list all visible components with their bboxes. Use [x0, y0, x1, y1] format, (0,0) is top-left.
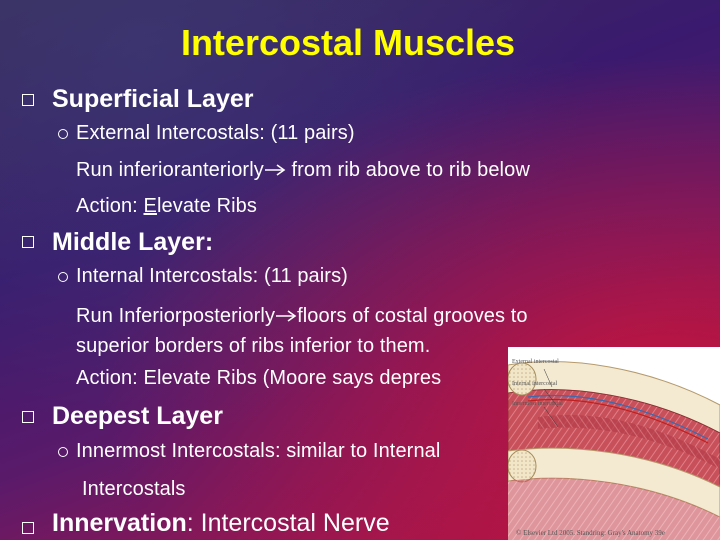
intercostal-illustration — [508, 347, 720, 540]
square-bullet-icon — [22, 522, 34, 534]
external-run-text-2: from rib above to rib below — [285, 159, 530, 181]
action-label: Action: — [76, 195, 144, 217]
label-external-intercostal: External intercostal — [512, 359, 559, 365]
internal-run-text-2: floors of costal grooves to — [297, 305, 528, 327]
external-run-line — [76, 159, 530, 182]
illustration-caption: © Elsevier Ltd 2005. Standring: Gray's Anatomy 39e — [516, 529, 665, 537]
square-bullet-icon — [22, 236, 34, 248]
internal-action-line: Action: Elevate Ribs (Moore says depres — [76, 367, 442, 389]
internal-intercostals-line: Internal Intercostals: (11 pairs) — [76, 265, 348, 287]
innermost-intercostals-line: Innermost Intercostals: similar to Internal — [76, 440, 441, 462]
external-action-line — [76, 195, 257, 218]
right-arrow-icon — [275, 305, 297, 328]
right-arrow-icon — [264, 159, 286, 182]
circle-bullet-icon — [58, 272, 68, 282]
heading-superficial-layer: Superficial Layer — [52, 85, 254, 113]
slide-title: Intercostal Muscles — [180, 22, 516, 63]
label-internal-intercostal: Internal intercostal — [512, 381, 558, 387]
action-rest: levate Ribs — [156, 195, 257, 217]
external-intercostals-line: External Intercostals: (11 pairs) — [76, 122, 355, 144]
internal-run-line-2: superior borders of ribs inferior to them. — [76, 335, 431, 357]
innermost-intercostals-line-2: Intercostals — [82, 478, 186, 500]
internal-run-text: Run Inferiorposteriorly — [76, 305, 276, 327]
square-bullet-icon — [22, 94, 34, 106]
rib-muscle-drawing — [508, 347, 720, 540]
internal-run-line — [76, 305, 528, 328]
circle-bullet-icon — [58, 447, 68, 457]
innervation-label: Innervation — [52, 509, 187, 537]
innervation-value: : Intercostal Nerve — [186, 509, 390, 537]
label-innermost-intercostal: Innermost intercostal — [512, 401, 563, 407]
heading-middle-layer: Middle Layer: — [52, 228, 214, 256]
circle-bullet-icon — [58, 129, 68, 139]
heading-deepest-layer: Deepest Layer — [52, 402, 223, 430]
square-bullet-icon — [22, 411, 34, 423]
action-underlined-letter: E — [143, 195, 157, 217]
heading-innervation — [52, 509, 390, 538]
external-run-text: Run inferioranteriorly — [76, 159, 264, 181]
